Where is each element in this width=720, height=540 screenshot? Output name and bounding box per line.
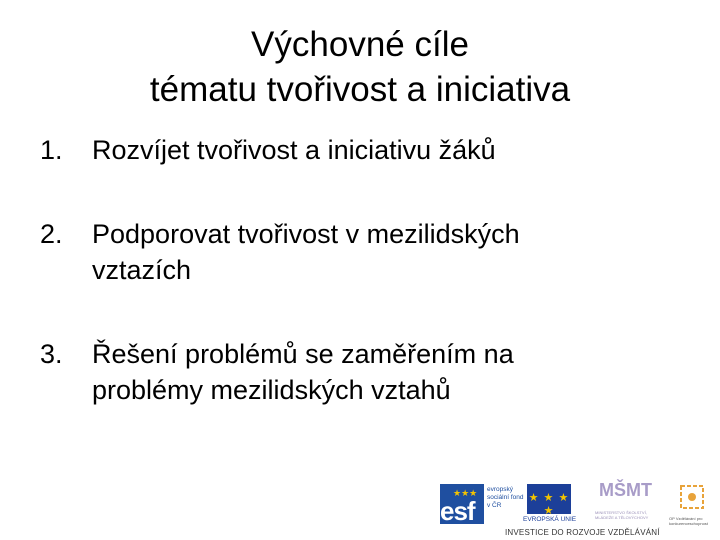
list-item-text: Podporovat tvořivost v mezilidských [92,219,520,249]
list-item [40,132,700,168]
investment-slogan: INVESTICE DO ROZVOJE VZDĚLÁVÁNÍ [505,528,660,537]
footer-logo-strip [437,476,720,540]
op-subtitle: OP Vzdělávání pro konkurenceschopnost [669,516,708,526]
esf-stars-icon: ★★★ [453,488,478,498]
msmt-subtitle: MINISTERSTVO ŠKOLSTVÍ, MLÁDEŽE A TĚLOVÝCHOVY [595,510,649,520]
title-line-1: Výchovné cíle [251,25,469,64]
list-item [40,216,700,288]
list-item-text: Rozvíjet tvořivost a iniciativu žáků [92,135,496,165]
list-item [40,336,700,408]
eu-flag-icon [527,484,571,517]
esf-logo-text: esf [440,496,475,526]
list-number: 2. [40,219,63,249]
list-number: 1. [40,135,63,165]
msmt-logo-text: MŠMT [599,480,652,500]
list-number: 3. [40,339,63,369]
msmt-logo [595,480,655,524]
list-item-text: Řešení problémů se zaměřením na [92,339,514,369]
op-logo [673,480,711,516]
goals-list [40,132,700,408]
esf-subtitle: evropský sociální fond v ČR [487,486,524,509]
list-item-text-continued: problémy mezilidských vztahů [92,375,451,405]
title-line-2: tématu tvořivost a iniciativa [149,70,571,109]
list-item-text-continued: vztazích [92,255,192,285]
slide-title [0,22,720,112]
eu-label: EVROPSKÁ UNIE [523,516,577,523]
eu-stars-icon: ★ ★ ★ ★ [528,492,570,517]
